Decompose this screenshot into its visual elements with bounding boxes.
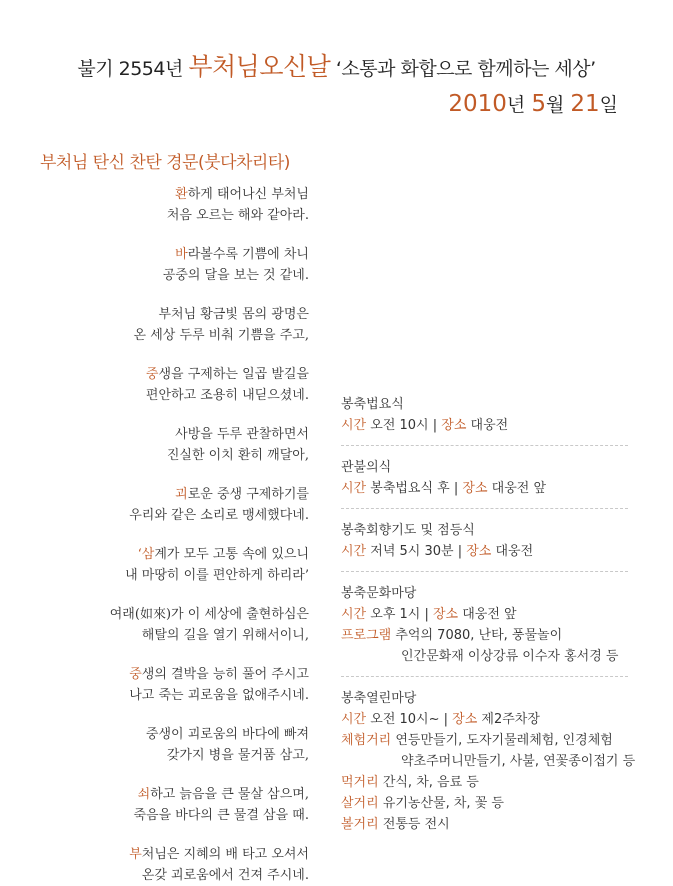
detail-text: 연등만들기, 도자기물레체험, 인경체험 [391, 733, 613, 748]
event-block [341, 394, 628, 446]
date-year-unit: 년 [506, 94, 532, 116]
event-detail [341, 415, 628, 436]
poem-text: 부처님 황금빛 몸의 광명은 [158, 307, 309, 322]
detail-label: 장소 [466, 544, 492, 559]
detail-label: 시간 [341, 418, 367, 433]
date-day-unit: 일 [599, 94, 618, 116]
poem-text: 로운 중생 구제하기를 [187, 487, 309, 502]
poem-line: 죽음을 바다의 큰 물결 삼을 때. [133, 808, 309, 823]
detail-label: 장소 [432, 607, 459, 622]
poem-text: 사방을 두루 관찰하면서 [175, 427, 309, 442]
title-main: 부처님오신날 [188, 52, 331, 81]
poem-stanza [110, 724, 309, 766]
page-title [0, 47, 673, 83]
poem-initial: 중 [129, 667, 142, 682]
poem-text: 생을 구제하는 일곱 발길을 [158, 367, 309, 382]
detail-text: 봉축법요식 후 | [366, 481, 463, 496]
detail-text: 대웅전 앞 [487, 481, 547, 496]
poem-stanza [110, 364, 309, 406]
event-detail [341, 625, 628, 646]
event-detail [341, 814, 628, 835]
detail-label: 장소 [452, 712, 478, 727]
detail-label: 먹거리 [341, 775, 379, 790]
detail-text: 제2주차장 [477, 712, 540, 727]
poem-line [110, 304, 309, 325]
detail-label: 시간 [341, 607, 367, 622]
poem-initial: 부 [129, 847, 142, 862]
event-name: 봉축문화마당 [341, 586, 417, 601]
poem-line: 온갖 괴로움에서 건져 주시네. [141, 868, 309, 883]
poem [110, 184, 309, 886]
detail-text: 오전 10시~ | [366, 712, 453, 727]
event-detail [341, 604, 628, 625]
detail-text: 오전 10시 | [366, 418, 442, 433]
poem-line: 진실한 이치 환히 깨달아, [166, 448, 309, 463]
poem-line [110, 484, 309, 505]
poem-line [110, 844, 309, 865]
poem-text: 생의 결박을 능히 풀어 주시고 [141, 667, 309, 682]
poem-line: 내 마땅히 이를 편안하게 하리라’ [125, 568, 309, 583]
title-prefix: 불기 2554년 [77, 58, 189, 80]
event-block [341, 688, 636, 844]
event-block [341, 583, 628, 677]
date-day: 21 [570, 91, 600, 117]
poem-line [110, 424, 309, 445]
date-month-unit: 월 [545, 94, 571, 116]
poem-stanza [110, 784, 309, 826]
date-month: 5 [531, 91, 546, 117]
poem-stanza [110, 244, 309, 286]
poem-initial: ‘삼 [137, 547, 155, 562]
poem-stanza [110, 544, 309, 586]
event-name: 봉축회향기도 및 점등식 [341, 523, 475, 538]
detail-label: 프로그램 [341, 628, 392, 643]
detail-text: 간식, 차, 음료 등 [378, 775, 479, 790]
date-year: 2010 [448, 91, 507, 117]
poem-line [110, 724, 309, 745]
event-detail [341, 541, 628, 562]
detail-text: 인간문화재 이상강류 이수자 홍서경 등 [401, 649, 619, 664]
poem-line: 우리와 같은 소리로 맹세했다네. [129, 508, 309, 523]
event-name: 봉축법요식 [341, 397, 404, 412]
poem-text: 라볼수록 기쁨에 차니 [187, 247, 309, 262]
detail-label: 장소 [462, 481, 488, 496]
event-name: 봉축열린마당 [341, 691, 417, 706]
poem-line: 갖가지 병을 물거품 삼고, [166, 748, 309, 763]
poem-line: 나고 죽는 괴로움을 없애주시네. [129, 688, 309, 703]
event-schedule [341, 394, 636, 855]
poem-initial: 바 [175, 247, 188, 262]
poem-initial: 괴 [175, 487, 188, 502]
detail-text: 대웅전 앞 [458, 607, 517, 622]
poem-line: 처음 오르는 해와 같아라. [166, 208, 309, 223]
poem-initial: 환 [175, 187, 188, 202]
poem-line [110, 784, 309, 805]
poem-stanza [110, 184, 309, 226]
detail-text: 약초주머니만들기, 사불, 연꽃종이접기 등 [401, 754, 636, 769]
detail-text: 대웅전 [491, 544, 534, 559]
poem-line [110, 184, 309, 205]
detail-label: 시간 [341, 712, 367, 727]
poem-line: 온 세상 두루 비춰 기쁨을 주고, [133, 328, 309, 343]
poem-stanza [110, 484, 309, 526]
detail-label: 볼거리 [341, 817, 379, 832]
event-detail [341, 478, 628, 499]
poem-stanza [110, 844, 309, 886]
event-detail [341, 709, 628, 730]
poem-text: 하고 늙음을 큰 물살 삼으며, [150, 787, 309, 802]
poem-stanza [110, 424, 309, 466]
poem-text: 처님은 지혜의 배 타고 오셔서 [141, 847, 309, 862]
poem-text: 계가 모두 고통 속에 있으니 [154, 547, 309, 562]
detail-text: 추억의 7080, 난타, 풍물놀이 [391, 628, 563, 643]
event-detail [341, 751, 636, 772]
event-name: 관불의식 [341, 460, 392, 475]
event-block [341, 457, 628, 509]
poem-initial: 쇠 [137, 787, 151, 802]
poem-line [110, 244, 309, 265]
detail-text: 전통등 전시 [378, 817, 450, 832]
poem-line [110, 664, 309, 685]
poem-line: 편안하고 조용히 내딛으셨네. [145, 388, 309, 403]
detail-label: 장소 [441, 418, 467, 433]
detail-label: 살거리 [341, 796, 379, 811]
poem-initial: 중 [145, 367, 159, 382]
event-date [448, 90, 618, 117]
poem-line: 해탈의 길을 열기 위해서이니, [141, 628, 309, 643]
detail-text: 오후 1시 | [366, 607, 433, 622]
title-slogan: ‘소통과 화합으로 함께하는 세상’ [330, 58, 596, 80]
poem-title: 부처님 탄신 찬탄 경문(붓다차리타) [40, 153, 290, 173]
detail-text: 유기농산물, 차, 꽃 등 [378, 796, 504, 811]
poem-text: 여래(如來)가 이 세상에 출현하심은 [109, 607, 309, 622]
poem-line: 공중의 달을 보는 것 같네. [162, 268, 309, 283]
detail-label: 시간 [341, 481, 367, 496]
event-detail [341, 730, 628, 751]
detail-text: 저녁 5시 30분 | [366, 544, 467, 559]
poem-line [110, 544, 309, 565]
event-detail [341, 793, 628, 814]
poem-stanza [110, 604, 309, 646]
event-detail [341, 772, 628, 793]
poem-text: 하게 태어나신 부처님 [187, 187, 309, 202]
detail-label: 체험거리 [341, 733, 392, 748]
poem-line [110, 364, 309, 385]
poem-line [110, 604, 309, 625]
detail-text: 대웅전 [466, 418, 509, 433]
poem-stanza [110, 304, 309, 346]
event-block [341, 520, 628, 572]
detail-label: 시간 [341, 544, 367, 559]
poem-stanza [110, 664, 309, 706]
event-detail [341, 646, 628, 667]
poem-text: 중생이 괴로움의 바다에 빠져 [145, 727, 309, 742]
